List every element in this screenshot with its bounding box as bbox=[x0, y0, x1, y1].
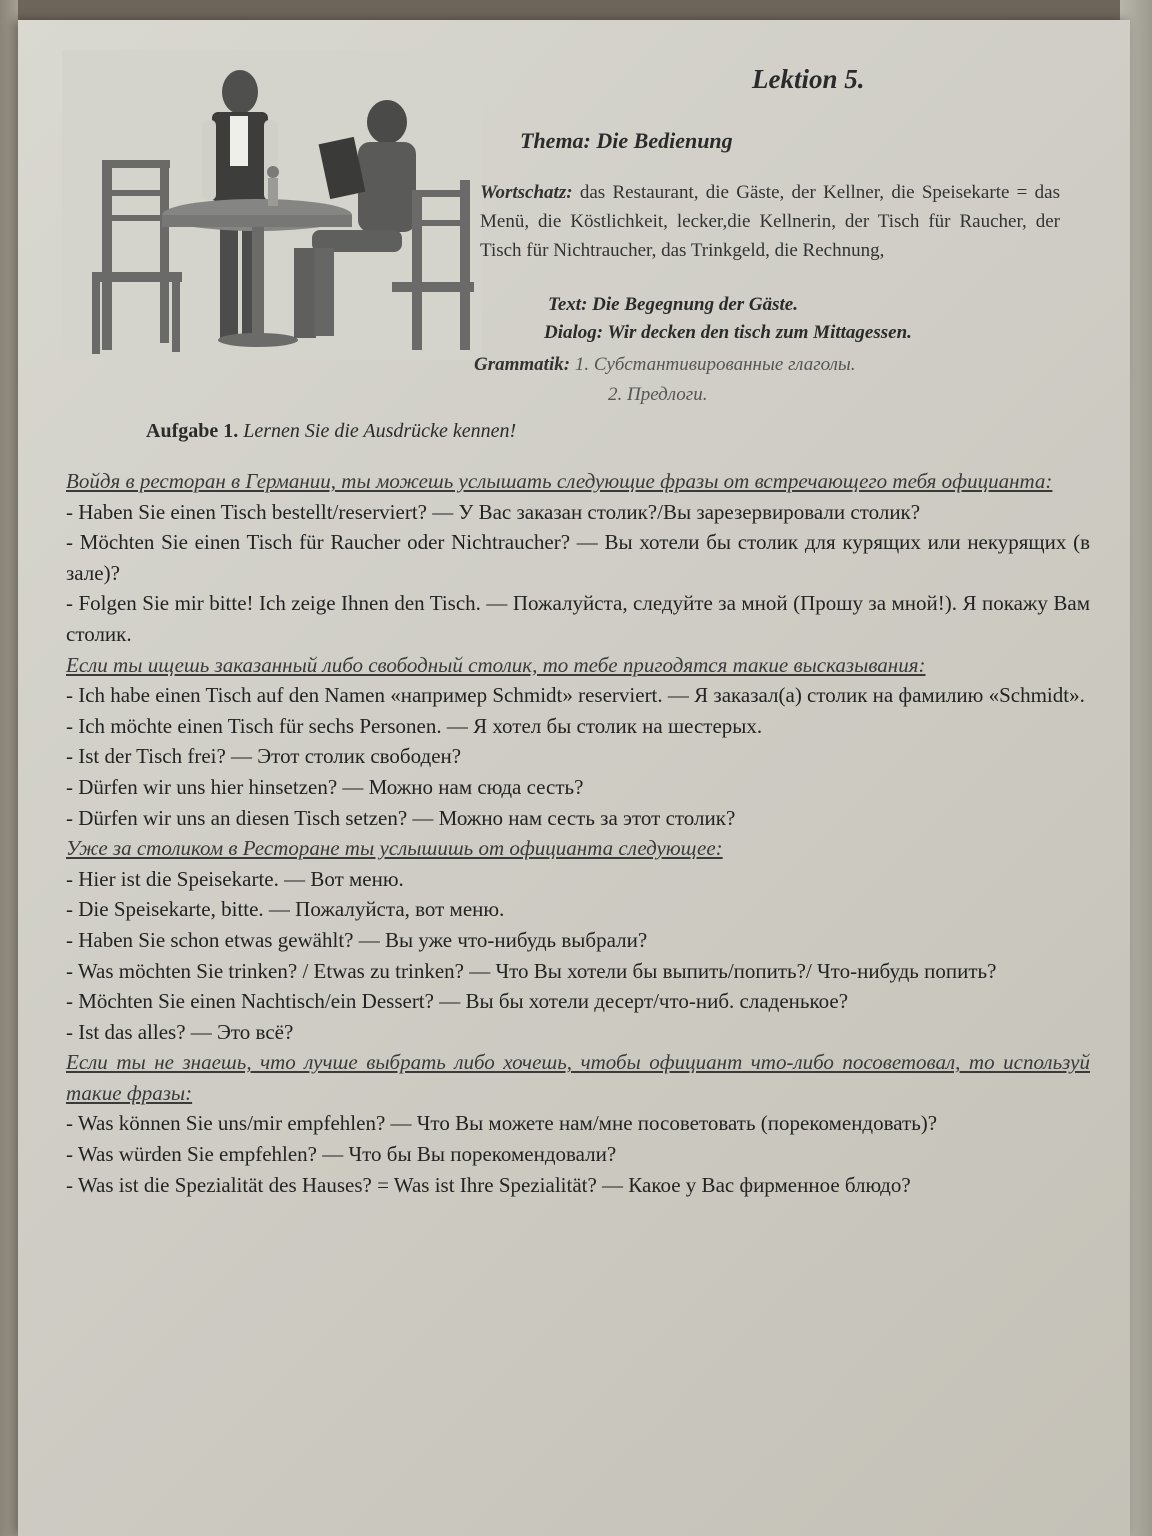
phrase-list bbox=[66, 466, 1090, 1200]
grammar-label: Grammatik: bbox=[474, 354, 571, 375]
phrase-line: - Haben Sie einen Tisch bestellt/reserviert? — У Вас заказан столик?/Вы зарезервировали столик? bbox=[66, 499, 921, 524]
phrase-line: - Dürfen wir uns an diesen Tisch setzen? — Можно нам сесть за этот столик? bbox=[66, 805, 736, 830]
phrase-line: - Ich habe einen Tisch auf den Namen «например Schmidt» reserviert. — Я заказал(а) столик на фамилию «Schmidt». bbox=[66, 683, 1085, 708]
phrase-line: - Die Speisekarte, bitte. — Пожалуйста, вот меню. bbox=[66, 897, 505, 922]
section-heading: Войдя в ресторан в Германии, ты можешь услышать следующие фразы от встречающего тебя официанта: bbox=[66, 469, 1053, 493]
dialog-title: Dialog: Wir decken den tisch zum Mittagessen. bbox=[544, 322, 912, 343]
section-heading: Уже за столиком в Ресторане ты услышишь от официанта следующее: bbox=[66, 836, 723, 861]
phrase-line: - Ist das alles? — Это всё? bbox=[66, 1019, 294, 1044]
waiter-guest-illustration bbox=[62, 50, 482, 360]
phrase-line: - Ich möchte einen Tisch für sechs Personen. — Я хотел бы столик на шестерых. bbox=[66, 713, 763, 738]
lesson-number: Lektion 5. bbox=[752, 64, 865, 94]
background-left bbox=[0, 0, 18, 1536]
vocabulary-block bbox=[480, 178, 1060, 265]
phrase-line: - Haben Sie schon etwas gewählt? — Вы уже что-нибудь выбрали? bbox=[66, 927, 648, 952]
phrase-line: - Möchten Sie einen Tisch für Raucher oder Nichtraucher? — Вы хотели бы столик для курящих или некурящих (в зале)? bbox=[66, 530, 1090, 585]
grammar-block bbox=[474, 354, 856, 376]
phrase-line: - Was können Sie uns/mir empfehlen? — Что Вы можете нам/мне посоветовать (порекомендовать)? bbox=[66, 1111, 938, 1136]
phrase-line: - Hier ist die Speisekarte. — Вот меню. bbox=[66, 866, 404, 891]
text-title: Text: Die Begegnung der Gäste. bbox=[548, 294, 798, 315]
phrase-line: - Was würden Sie empfehlen? — Что бы Вы порекомендовали? bbox=[66, 1142, 617, 1167]
phrase-line: - Folgen Sie mir bitte! Ich zeige Ihnen den Tisch. — Пожалуйста, следуйте за мной (Прошу за мной!). Я покажу Вам столик. bbox=[66, 591, 1090, 646]
section-heading: Если ты ищешь заказанный либо свободный столик, то тебе пригодятся такие высказывания: bbox=[66, 652, 926, 677]
lesson-topic: Thema: Die Bedienung bbox=[520, 128, 733, 153]
phrase-line: - Was ist die Spezialität des Hauses? = Was ist Ihre Spezialität? — Какое у Вас фирменное блюдо? bbox=[66, 1172, 911, 1197]
phrase-line: - Ist der Tisch frei? — Этот столик свободен? bbox=[66, 744, 462, 769]
phrase-line: - Was möchten Sie trinken? / Etwas zu trinken? — Что Вы хотели бы выпить/попить?/ Что-нибудь попить? bbox=[66, 958, 997, 983]
phrase-line: - Dürfen wir uns hier hinsetzen? — Можно нам сюда сесть? bbox=[66, 774, 584, 799]
phrase-line: - Möchten Sie einen Nachtisch/ein Dessert? — Вы бы хотели десерт/что-ниб. сладенькое? bbox=[66, 989, 849, 1014]
vocabulary-text: das Restaurant, die Gäste, der Kellner, die Speisekarte = das Menü, die Köstlichkeit, lecker,die Kellnerin, der Tisch für Raucher, der Tisch für Nichtraucher, das Trinkgeld, die Rechnung, bbox=[480, 182, 1061, 261]
exercise-instruction: Lernen Sie die Ausdrücke kennen! bbox=[243, 420, 517, 442]
grammar-item-2: 2. Предлоги. bbox=[608, 384, 708, 405]
grammar-item-1: 1. Субстантивированные глаголы. bbox=[574, 354, 856, 375]
exercise-header bbox=[146, 420, 516, 443]
vocabulary-label: Wortschatz: bbox=[480, 182, 573, 203]
section-heading: Если ты не знаешь, что лучше выбрать либо хочешь, чтобы официант что-либо посоветовал, то используй такие фразы: bbox=[66, 1050, 1090, 1105]
exercise-label: Aufgabe 1. bbox=[146, 420, 239, 442]
